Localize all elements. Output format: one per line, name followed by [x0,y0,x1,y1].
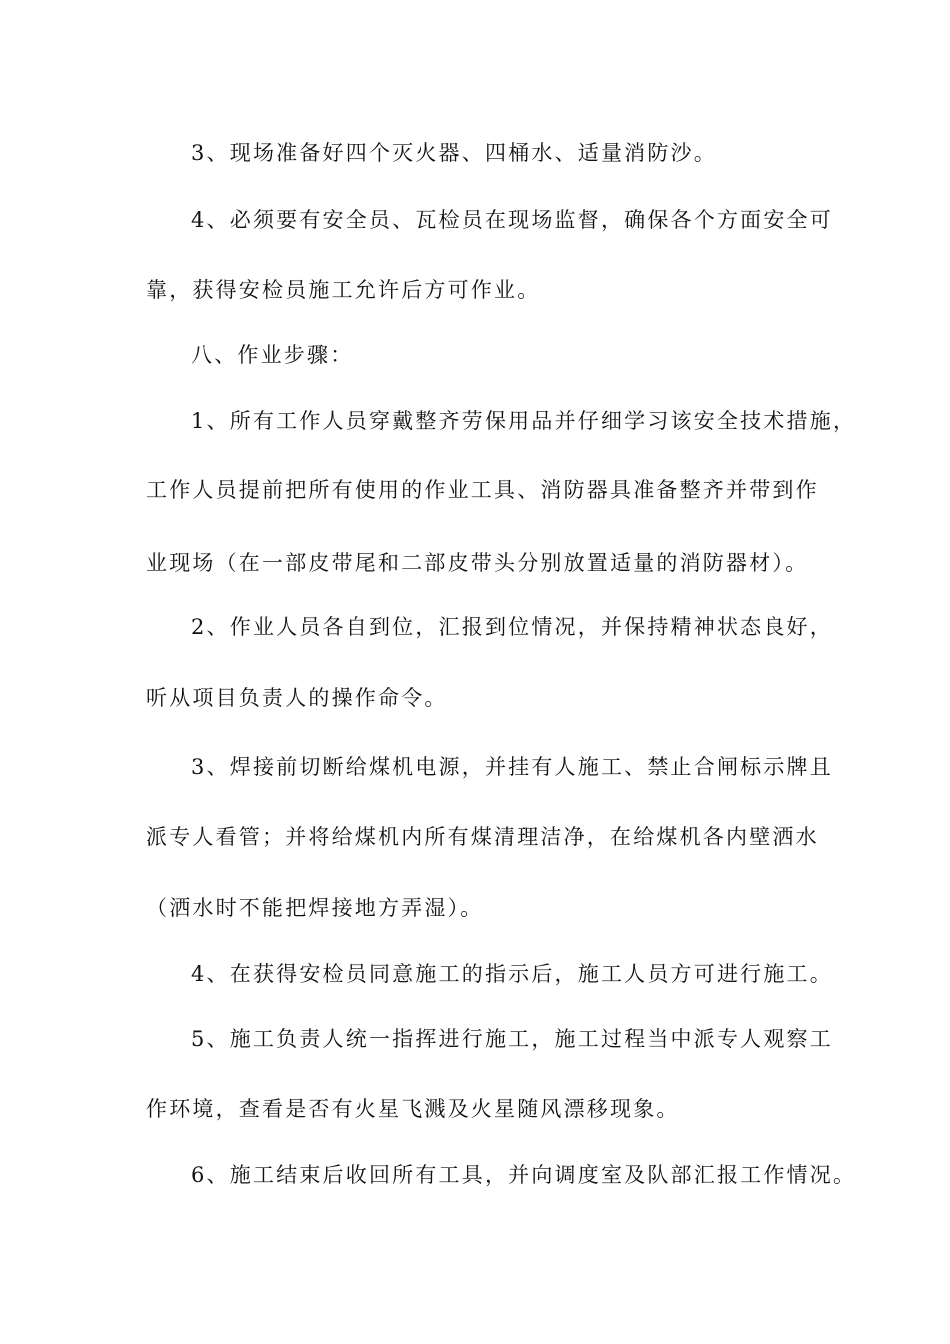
paragraph-line: 2、作业人员各自到位，汇报到位情况，并保持精神状态良好， [191,615,833,639]
section-heading: 八、作业步骤： [191,343,354,367]
paragraph-line: 1、所有工作人员穿戴整齐劳保用品并仔细学习该安全技术措施， [191,409,857,433]
paragraph-line: 4、在获得安检员同意施工的指示后，施工人员方可进行施工。 [191,962,833,986]
paragraph-line: 3、焊接前切断给煤机电源，并挂有人施工、禁止合闸标示牌且 [191,755,833,779]
paragraph-line: 靠，获得安检员施工允许后方可作业。 [146,278,541,302]
paragraph-line: 业现场（在一部皮带尾和二部皮带头分别放置适量的消防器材）。 [146,551,809,575]
paragraph-line: 4、必须要有安全员、瓦检员在现场监督，确保各个方面安全可 [191,208,833,232]
paragraph-line: 6、施工结束后收回所有工具，并向调度室及队部汇报工作情况。 [191,1163,857,1187]
paragraph-line: 作环境，查看是否有火星飞溅及火星随风漂移现象。 [146,1097,680,1121]
paragraph-line: 听从项目负责人的操作命令。 [146,686,448,710]
paragraph-line: 工作人员提前把所有使用的作业工具、消防器具准备整齐并带到作 [146,478,819,502]
paragraph-line: （洒水时不能把焊接地方弄湿）。 [146,896,484,920]
paragraph-line: 派专人看管；并将给煤机内所有煤清理洁净，在给煤机各内壁洒水 [146,825,819,849]
paragraph-line: 3、现场准备好四个灭火器、四桶水、适量消防沙。 [191,141,717,165]
paragraph-line: 5、施工负责人统一指挥进行施工，施工过程当中派专人观察工 [191,1027,833,1051]
